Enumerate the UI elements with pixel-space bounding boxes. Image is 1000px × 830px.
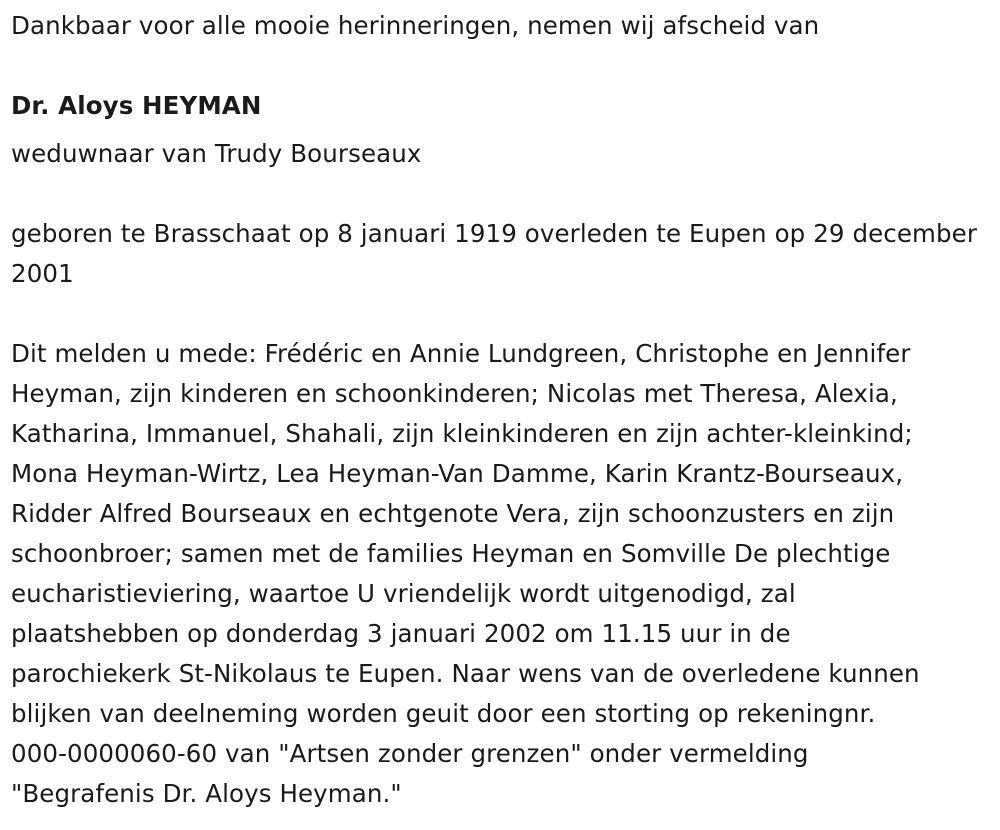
notice-line: plaatshebben op donderdag 3 januari 2002 om 11.15 uur in de [11, 619, 791, 648]
notice-line: "Begrafenis Dr. Aloys Heyman." [11, 779, 402, 808]
notice-line: Ridder Alfred Bourseaux en echtgenote Vera, zijn schoonzusters en zijn [11, 499, 895, 528]
notice-line: 000-0000060-60 van "Artsen zonder grenzen" onder vermelding [11, 739, 809, 768]
notice-line: schoonbroer; samen met de families Heyman en Somville De plechtige [11, 539, 891, 568]
notice-line: Mona Heyman-Wirtz, Lea Heyman-Van Damme, Karin Krantz-Bourseaux, [11, 459, 904, 488]
life-dates: geboren te Brasschaat op 8 januari 1919 overleden te Eupen op 29 december 2001 [11, 219, 985, 288]
notice-line: Heyman, zijn kinderen en schoonkinderen; Nicolas met Theresa, Alexia, [11, 379, 898, 408]
relation-text: weduwnaar van Trudy Bourseaux [11, 139, 422, 168]
notice-line: eucharistieviering, waartoe U vriendelijk wordt uitgenodigd, zal [11, 579, 796, 608]
notice-line: blijken van deelneming worden geuit door een storting op rekeningnr. [11, 699, 876, 728]
intro-text: Dankbaar voor alle mooie herinneringen, nemen wij afscheid van [11, 11, 820, 40]
notice-line: Katharina, Immanuel, Shahali, zijn kleinkinderen en zijn achter-kleinkind; [11, 419, 913, 448]
notice-line: parochiekerk St-Nikolaus te Eupen. Naar wens van de overledene kunnen [11, 659, 920, 688]
notice-line: Dit melden u mede: Frédéric en Annie Lundgreen, Christophe en Jennifer [11, 339, 911, 368]
notice-paragraph [11, 334, 996, 814]
deceased-name: Dr. Aloys HEYMAN [11, 91, 262, 120]
